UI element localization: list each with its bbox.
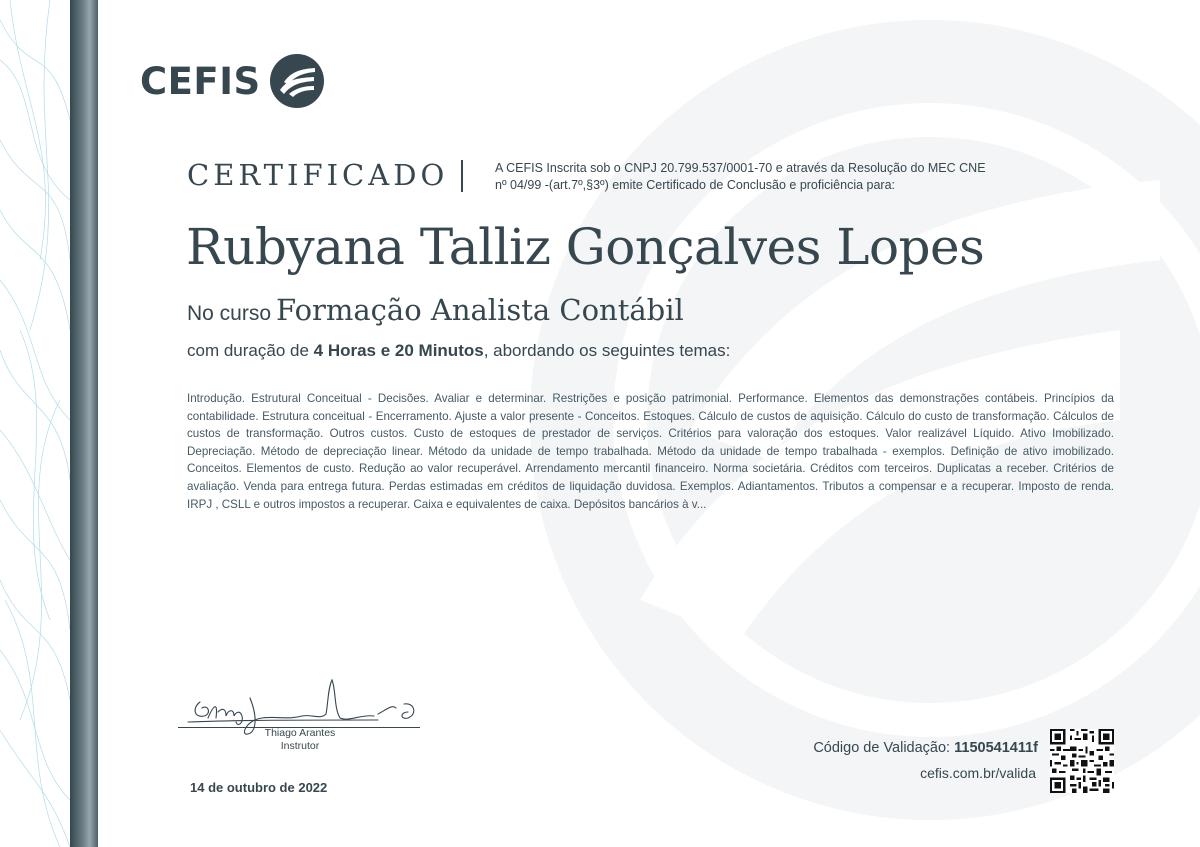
issuer-line-1: A CEFIS Inscrita sob o CNPJ 20.799.537/0001-70 e através da Resolução do MEC CNE [495,161,986,175]
duration-value: 4 Horas e 20 Minutos [313,341,484,360]
course-name: Formação Analista Contábil [276,293,684,327]
issuer-statement [495,160,1015,194]
title-divider [461,160,463,192]
course-line [187,293,684,327]
qr-code-icon[interactable] [1050,729,1114,793]
instructor-name: Thiago Arantes [264,727,336,739]
validation-site[interactable]: cefis.com.br/valida [920,765,1036,781]
certificate-title: CERTIFICADO [187,158,449,192]
instructor-role: Instrutor [280,740,320,752]
duration-line [187,341,730,361]
issuer-line-2: nº 04/99 -(art.7º,§3º) emite Certificado de Conclusão e proficiência para: [495,178,896,192]
logo-text: CEFIS [140,59,261,103]
recipient-name: Rubyana Talliz Gonçalves Lopes [186,218,985,276]
validation-code: 1150541411f [954,740,1038,756]
duration-prefix: com duração de [187,341,309,360]
duration-suffix: , abordando os seguintes temas: [483,341,731,360]
cefis-logo [140,52,325,110]
left-accent-bar [70,0,98,847]
cefis-book-logo-icon [269,53,325,109]
validation-label: Código de Validação: [813,740,951,756]
course-topics: Introdução. Estrutural Conceitual - Decisões. Avaliar e determinar. Restrições e posição patrimonial. Performance. Elementos das demonstrações contábeis. Princípios da contabilidade. Estrutura conceitual - Encerramento. Ajuste a valor presente - Conceitos. Estoques. Cálculo de custos de aquisição. Cálculo do custo de transformação. Cálculos de custos de transformação. Outros custos. Custo de estoques de prestador de serviços. Critérios para valoração dos estoques. Valor realizável Líquido. Ativo Imobilizado. Depreciação. Método de depreciação linear. Método da unidade de tempo trabalhada. Método da unidade de tempo trabalhada - exemplos. Definição de ativo imobilizado. Conceitos. Elementos de custo. Redução ao valor recuperável. Arrendamento mercantil financeiro. Norma societária. Créditos com terceiros. Duplicatas a receber. Critérios de avaliação. Venda para entrega futura. Perdas estimadas em créditos de liquidação duvidosa. Exemplos. Adiantamentos. Tributos a compensar e a recuperar. Imposto de renda. IRPJ , CSLL e outros impostos a recuperar. Caixa e equivalentes de caixa. Depósitos bancários à v... [187,392,1114,511]
validation-code-line [813,740,1038,756]
course-prefix: No curso [187,302,272,325]
issue-date: 14 de outubro de 2022 [190,780,328,795]
decorative-line-pattern [0,0,70,847]
